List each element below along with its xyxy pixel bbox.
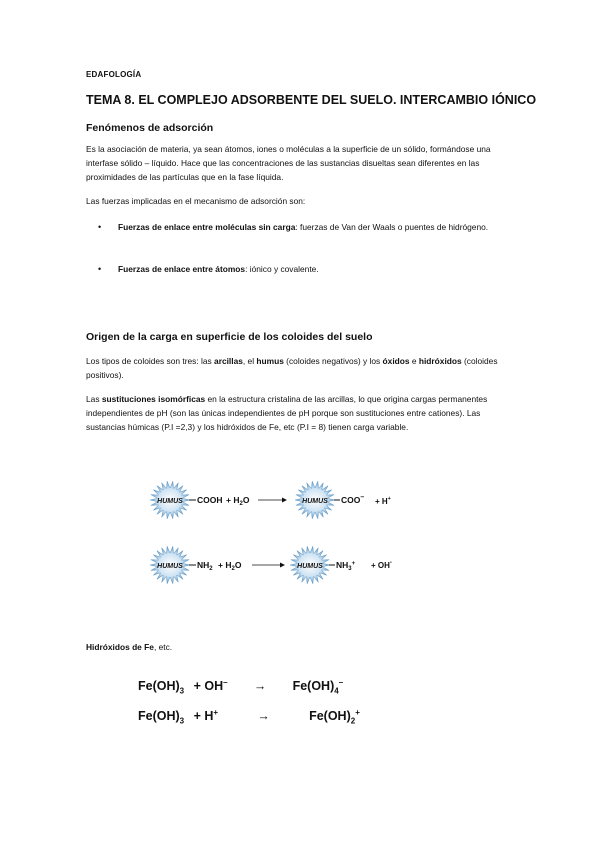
humus-particle-icon bbox=[295, 481, 335, 519]
text: , etc. bbox=[153, 642, 173, 652]
coo-group: COO– bbox=[341, 494, 365, 505]
nh2-group: $NH_2$ bbox=[197, 560, 213, 572]
humus-particle-icon bbox=[150, 546, 190, 584]
bullet-icon: • bbox=[98, 222, 102, 232]
paragraph-text: Las sustituciones isomórficas en la estructura cristalina de las arcillas, lo que origina cargas permanentes independientes de pH (son las únicas independientes de pH porque son sustituciones entre cationes). Las sustancias húmicas (P.I =2,3) y los hidróxidos de Fe, etc (P.I = 8) tienen carga variable. bbox=[86, 394, 488, 432]
humus-particle-icon bbox=[150, 481, 190, 519]
paragraph-colloid-types bbox=[86, 354, 506, 382]
arrowhead-icon bbox=[282, 498, 287, 503]
humus-label: HUMUS bbox=[157, 498, 183, 505]
bullet-bold-text: Fuerzas de enlace entre átomos bbox=[118, 264, 246, 274]
page-title: TEMA 8. EL COMPLEJO ADSORBENTE DEL SUELO. INTERCAMBIO IÓNICO bbox=[86, 93, 537, 107]
paragraph-adsorption-definition bbox=[86, 142, 506, 184]
subject-header: EDAFOLOGÍA bbox=[86, 70, 142, 79]
plus-water: + $H_2O$ bbox=[226, 495, 250, 507]
proton-product: + H+ bbox=[375, 496, 391, 506]
bullet-text: : iónico y covalente. bbox=[245, 264, 319, 274]
hydroxide-product: + OH- bbox=[371, 560, 392, 570]
bullet-bold-text: Fuerzas de enlace entre moléculas sin carga bbox=[118, 222, 296, 232]
humus-label: HUMUS bbox=[297, 563, 323, 570]
nh3-group: $NH_3^+$ bbox=[336, 560, 356, 572]
section-heading-adsorption: Fenómenos de adsorción bbox=[86, 122, 214, 134]
paragraph-isomorphic-substitutions bbox=[86, 392, 506, 434]
paragraph-text: Las fuerzas implicadas en el mecanismo de adsorción son: bbox=[86, 196, 306, 206]
arrowhead-icon bbox=[280, 563, 285, 568]
equation-1: $Fe(OH)_3 + OH^- \to Fe(OH)_4^-$ bbox=[138, 678, 344, 696]
paragraph-forces-intro bbox=[86, 194, 506, 208]
humus-particle-icon bbox=[290, 546, 330, 584]
humus-label: HUMUS bbox=[302, 498, 328, 505]
bold-text: Hidróxidos de Fe bbox=[86, 642, 154, 652]
plus-water: + $H_2O$ bbox=[218, 560, 242, 572]
humus-label: HUMUS bbox=[157, 563, 183, 570]
list-item bbox=[98, 220, 508, 234]
humus-reaction-diagram bbox=[140, 470, 460, 600]
paragraph-text: Los tipos de coloides son tres: las arcillas, el humus (coloides negativos) y los óxidos e hidróxidos (coloides positivos). bbox=[86, 356, 498, 380]
paragraph-text: Es la asociación de materia, ya sean átomos, iones o moléculas a la superficie de un sólido, formándose una interfase sólido – líquido. Hace que las concentraciones de las sustancias disueltas sean diferentes en las proximidades de las partículas que en la fase líquida. bbox=[86, 144, 491, 182]
bullet-text: : fuerzas de Van der Waals o puentes de hidrógeno. bbox=[295, 222, 489, 232]
list-item bbox=[98, 262, 508, 276]
section-heading-charge-origin: Origen de la carga en superficie de los coloides del suelo bbox=[86, 331, 373, 343]
cooh-group: COOH bbox=[197, 495, 223, 505]
arrow-icon: → bbox=[253, 679, 267, 694]
arrow-icon: → bbox=[257, 709, 270, 724]
paragraph-iron-hydroxides bbox=[86, 642, 172, 652]
bullet-icon: • bbox=[98, 264, 102, 274]
equation-2: $Fe(OH)_3 + H^+ \to Fe(OH)_2^+$ bbox=[138, 708, 360, 726]
